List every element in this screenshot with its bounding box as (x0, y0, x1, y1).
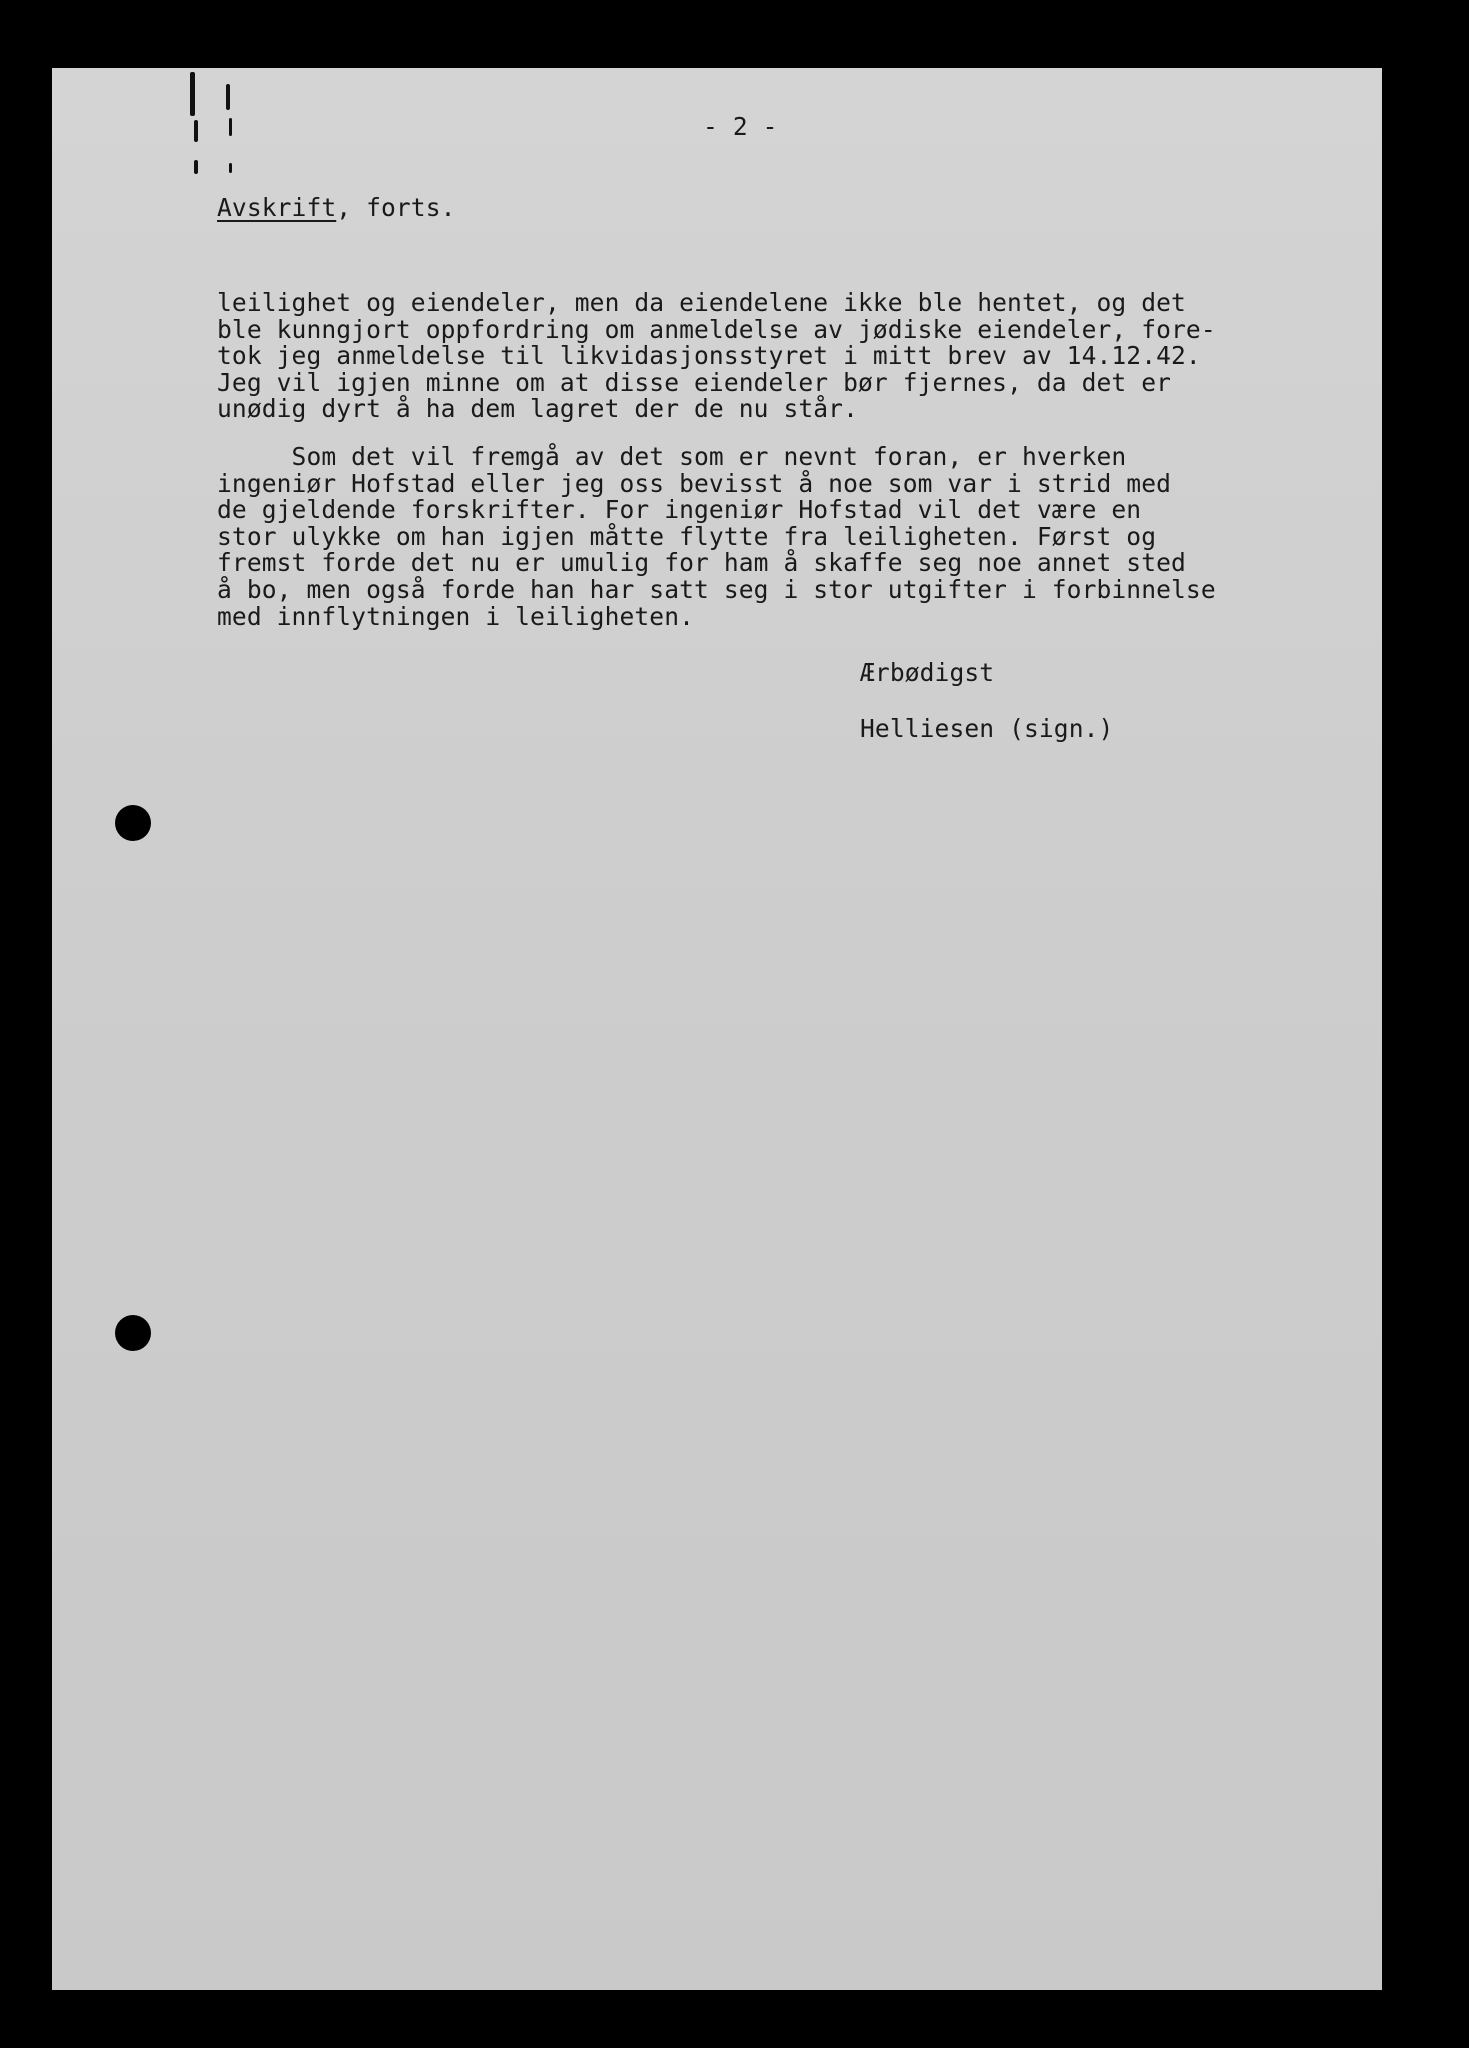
binding-mark (229, 118, 232, 136)
punch-hole (115, 1315, 151, 1351)
paragraph-line: å bo, men også forde han har satt seg i stor utgifter i forbinnelse (217, 574, 1216, 604)
binding-mark (190, 72, 195, 116)
paragraph-line: leilighet og eiendeler, men da eiendelene ikke ble hentet, og det (217, 288, 1186, 317)
document-heading (217, 195, 456, 222)
binding-mark (226, 84, 230, 110)
paragraph-2 (217, 444, 1216, 630)
punch-hole (115, 805, 151, 841)
signature-line: Helliesen (sign.) (860, 714, 1114, 743)
paragraph-line: stor ulykke om han igjen måtte flytte fra leiligheten. Først og (217, 521, 1157, 551)
binding-mark (194, 120, 198, 142)
binding-mark (229, 163, 232, 173)
paragraph-line: ble kunngjort oppfordring om anmeldelse av jødiske eiendeler, fore- (217, 314, 1216, 344)
heading-underlined-word: Avskrift (217, 193, 337, 222)
page-number: - 2 - (703, 112, 778, 141)
paragraph-line: ingeniør Hofstad eller jeg oss bevisst å noe som var i strid med (217, 468, 1172, 498)
paragraph-1 (217, 290, 1216, 423)
paragraph-line: Jeg vil igjen minne om at disse eiendeler bør fjernes, da det er (217, 367, 1172, 397)
paragraph-line: unødig dyrt å ha dem lagret der de nu står. (217, 394, 858, 424)
paragraph-line: tok jeg anmeldelse til likvidasjonsstyret i mitt brev av 14.12.42. (217, 341, 1201, 371)
paragraph-line: med innflytningen i leiligheten. (217, 601, 695, 631)
closing-salutation: Ærbødigst (860, 658, 995, 687)
heading-continuation: , forts. (336, 193, 456, 222)
paragraph-line: fremst forde det nu er umulig for ham å skaffe seg noe annet sted (217, 548, 1186, 578)
binding-mark (194, 160, 198, 174)
paragraph-line: de gjeldende forskrifter. For ingeniør Hofstad vil det være en (217, 495, 1142, 525)
paragraph-line: Som det vil fremgå av det som er nevnt foran, er hverken (217, 442, 1127, 471)
